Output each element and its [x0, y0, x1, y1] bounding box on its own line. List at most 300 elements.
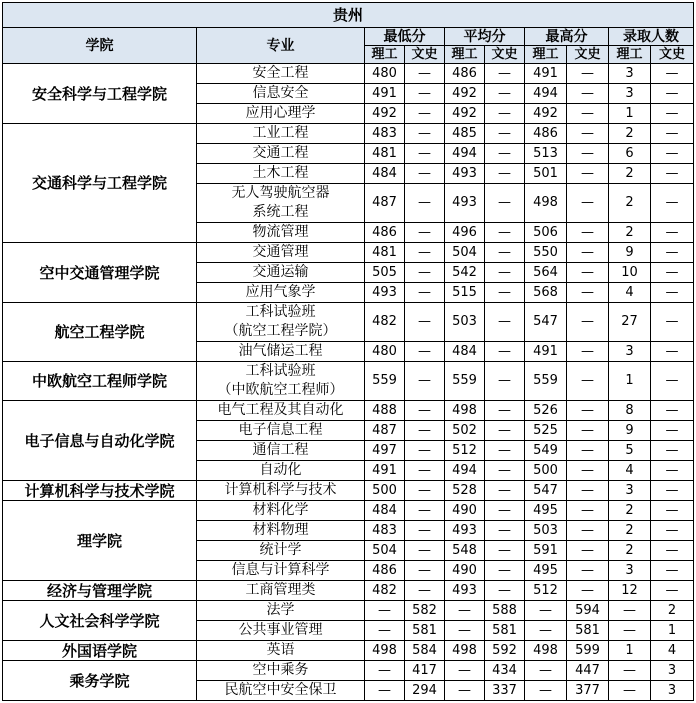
- table-row: [3, 481, 694, 501]
- avg-science-cell: 498: [445, 401, 485, 421]
- max-science-cell: 503: [525, 521, 567, 541]
- max-arts-cell: —: [567, 243, 609, 263]
- min-science-cell: 492: [365, 104, 405, 124]
- major-name: 民航空中安全保卫: [197, 681, 365, 701]
- min-science-cell: 483: [365, 124, 405, 144]
- count-science-cell: 3: [609, 64, 651, 84]
- count-arts-cell: —: [651, 263, 694, 283]
- table-row: [3, 601, 694, 621]
- avg-arts-cell: —: [485, 561, 525, 581]
- avg-science-cell: 494: [445, 144, 485, 164]
- max-science-cell: 549: [525, 441, 567, 461]
- min-arts-cell: —: [405, 104, 445, 124]
- min-arts-cell: —: [405, 342, 445, 362]
- avg-science-cell: —: [445, 621, 485, 641]
- avg-arts-cell: —: [485, 581, 525, 601]
- count-science-cell: 4: [609, 461, 651, 481]
- avg-arts-cell: —: [485, 481, 525, 501]
- max-science-cell: —: [525, 621, 567, 641]
- major-name: 通信工程: [197, 441, 365, 461]
- count-science-cell: 2: [609, 223, 651, 243]
- count-science-cell: 3: [609, 561, 651, 581]
- avg-arts-cell: —: [485, 223, 525, 243]
- max-science-cell: 559: [525, 362, 567, 401]
- avg-science-cell: 485: [445, 124, 485, 144]
- avg-arts-cell: —: [485, 243, 525, 263]
- avg-science-cell: 498: [445, 641, 485, 661]
- avg-science-cell: 528: [445, 481, 485, 501]
- count-arts-cell: —: [651, 223, 694, 243]
- count-science-cell: 9: [609, 421, 651, 441]
- college-name: 航空工程学院: [3, 303, 197, 362]
- avg-science-cell: 484: [445, 342, 485, 362]
- avg-science-cell: 515: [445, 283, 485, 303]
- avg-arts-cell: —: [485, 401, 525, 421]
- count-arts-cell: 2: [651, 601, 694, 621]
- table-row: [3, 303, 694, 342]
- college-name: 乘务学院: [3, 661, 197, 701]
- min-arts-cell: —: [405, 124, 445, 144]
- avg-science-cell: 504: [445, 243, 485, 263]
- count-science-cell: 9: [609, 243, 651, 263]
- avg-arts-cell: 588: [485, 601, 525, 621]
- count-science-cell: 12: [609, 581, 651, 601]
- min-science-cell: 559: [365, 362, 405, 401]
- college-name: 外国语学院: [3, 641, 197, 661]
- count-science-cell: 10: [609, 263, 651, 283]
- count-science-cell: 2: [609, 184, 651, 223]
- college-name: 电子信息与自动化学院: [3, 401, 197, 481]
- max-arts-cell: —: [567, 581, 609, 601]
- avg-science-cell: 559: [445, 362, 485, 401]
- major-name: 公共事业管理: [197, 621, 365, 641]
- avg-arts-cell: —: [485, 124, 525, 144]
- max-science-cell: 568: [525, 283, 567, 303]
- college-name: 中欧航空工程师学院: [3, 362, 197, 401]
- count-arts-cell: —: [651, 581, 694, 601]
- count-science-cell: 4: [609, 283, 651, 303]
- count-science-cell: 2: [609, 164, 651, 184]
- min-science-cell: —: [365, 621, 405, 641]
- max-arts-cell: —: [567, 342, 609, 362]
- major-name: 油气储运工程: [197, 342, 365, 362]
- max-arts-cell: 447: [567, 661, 609, 681]
- count-science-cell: 2: [609, 521, 651, 541]
- college-name: 理学院: [3, 501, 197, 581]
- table-row: [3, 641, 694, 661]
- max-arts-cell: —: [567, 184, 609, 223]
- major-name: 工商管理类: [197, 581, 365, 601]
- count-arts-cell: —: [651, 461, 694, 481]
- min-arts-cell: —: [405, 561, 445, 581]
- max-science-cell: 494: [525, 84, 567, 104]
- avg-arts-cell: —: [485, 362, 525, 401]
- min-science-cell: 491: [365, 461, 405, 481]
- count-arts-cell: —: [651, 401, 694, 421]
- count-arts-cell: —: [651, 342, 694, 362]
- avg-arts-cell: 434: [485, 661, 525, 681]
- min-arts-cell: —: [405, 64, 445, 84]
- max-arts-cell: 581: [567, 621, 609, 641]
- max-science-cell: 486: [525, 124, 567, 144]
- max-science-cell: —: [525, 661, 567, 681]
- avg-science-cell: 493: [445, 581, 485, 601]
- min-arts-cell: —: [405, 541, 445, 561]
- max-arts-cell: —: [567, 263, 609, 283]
- min-arts-cell: —: [405, 401, 445, 421]
- max-science-cell: 506: [525, 223, 567, 243]
- avg-science-cell: 512: [445, 441, 485, 461]
- min-science-cell: 482: [365, 303, 405, 342]
- max-score-header: 最高分: [525, 28, 609, 46]
- avg-arts-cell: —: [485, 84, 525, 104]
- max-arts-cell: 377: [567, 681, 609, 701]
- major-name: 空中乘务: [197, 661, 365, 681]
- table-title: 贵州: [3, 3, 694, 28]
- count-arts-cell: —: [651, 561, 694, 581]
- count-arts-cell: —: [651, 84, 694, 104]
- count-science-cell: 2: [609, 501, 651, 521]
- avg-arts-cell: —: [485, 144, 525, 164]
- min-arts-cell: —: [405, 184, 445, 223]
- major-name: 材料化学: [197, 501, 365, 521]
- major-name: 工科试验班 （航空工程学院）: [197, 303, 365, 342]
- avg-arts-cell: 337: [485, 681, 525, 701]
- max-arts-cell: —: [567, 461, 609, 481]
- max-arts-cell: —: [567, 303, 609, 342]
- min-score-header: 最低分: [365, 28, 445, 46]
- min-arts-cell: —: [405, 421, 445, 441]
- max-science-cell: 564: [525, 263, 567, 283]
- min-arts-cell: —: [405, 164, 445, 184]
- avg-arts-cell: —: [485, 441, 525, 461]
- max-arts-cell: —: [567, 401, 609, 421]
- table-row: [3, 501, 694, 521]
- min-arts-cell: —: [405, 441, 445, 461]
- max-arts-cell: —: [567, 124, 609, 144]
- avg-score-header: 平均分: [445, 28, 525, 46]
- sub-header-arts: 文史: [567, 46, 609, 64]
- min-science-cell: 497: [365, 441, 405, 461]
- table-row: [3, 362, 694, 401]
- count-science-cell: 27: [609, 303, 651, 342]
- avg-arts-cell: —: [485, 164, 525, 184]
- count-arts-cell: —: [651, 124, 694, 144]
- min-science-cell: 486: [365, 223, 405, 243]
- avg-arts-cell: 592: [485, 641, 525, 661]
- max-science-cell: 501: [525, 164, 567, 184]
- max-science-cell: 591: [525, 541, 567, 561]
- max-arts-cell: —: [567, 521, 609, 541]
- max-arts-cell: —: [567, 441, 609, 461]
- count-arts-cell: —: [651, 362, 694, 401]
- avg-science-cell: —: [445, 601, 485, 621]
- sub-header-science: 理工: [609, 46, 651, 64]
- avg-science-cell: —: [445, 661, 485, 681]
- major-name: 自动化: [197, 461, 365, 481]
- count-arts-cell: —: [651, 481, 694, 501]
- table-row: [3, 661, 694, 681]
- max-science-cell: 491: [525, 64, 567, 84]
- min-science-cell: 480: [365, 64, 405, 84]
- avg-arts-cell: —: [485, 501, 525, 521]
- avg-science-cell: 493: [445, 521, 485, 541]
- count-science-cell: —: [609, 601, 651, 621]
- count-science-cell: 8: [609, 401, 651, 421]
- count-science-cell: 6: [609, 144, 651, 164]
- max-arts-cell: —: [567, 421, 609, 441]
- count-science-cell: 3: [609, 342, 651, 362]
- min-arts-cell: —: [405, 521, 445, 541]
- count-arts-cell: —: [651, 521, 694, 541]
- major-name: 信息安全: [197, 84, 365, 104]
- avg-science-cell: 494: [445, 461, 485, 481]
- max-arts-cell: —: [567, 84, 609, 104]
- max-science-cell: 550: [525, 243, 567, 263]
- max-arts-cell: —: [567, 501, 609, 521]
- major-name: 应用气象学: [197, 283, 365, 303]
- avg-science-cell: 486: [445, 64, 485, 84]
- avg-arts-cell: —: [485, 263, 525, 283]
- min-science-cell: 481: [365, 144, 405, 164]
- min-arts-cell: 584: [405, 641, 445, 661]
- max-arts-cell: —: [567, 561, 609, 581]
- max-science-cell: 547: [525, 481, 567, 501]
- min-science-cell: 498: [365, 641, 405, 661]
- max-science-cell: 547: [525, 303, 567, 342]
- count-science-cell: 1: [609, 641, 651, 661]
- min-arts-cell: 294: [405, 681, 445, 701]
- max-science-cell: 512: [525, 581, 567, 601]
- min-arts-cell: —: [405, 501, 445, 521]
- college-name: 交通科学与工程学院: [3, 124, 197, 243]
- major-name: 工科试验班 （中欧航空工程师）: [197, 362, 365, 401]
- max-science-cell: 525: [525, 421, 567, 441]
- count-arts-cell: —: [651, 283, 694, 303]
- avg-science-cell: 502: [445, 421, 485, 441]
- count-arts-cell: 3: [651, 661, 694, 681]
- major-name: 交通管理: [197, 243, 365, 263]
- sub-header-arts: 文史: [405, 46, 445, 64]
- min-science-cell: —: [365, 661, 405, 681]
- admitted-count-header: 录取人数: [609, 28, 694, 46]
- major-name: 物流管理: [197, 223, 365, 243]
- min-science-cell: 491: [365, 84, 405, 104]
- table-body: [3, 64, 694, 701]
- avg-science-cell: 493: [445, 184, 485, 223]
- count-science-cell: —: [609, 681, 651, 701]
- major-name: 法学: [197, 601, 365, 621]
- count-arts-cell: —: [651, 441, 694, 461]
- major-header: 专业: [197, 28, 365, 64]
- count-arts-cell: —: [651, 541, 694, 561]
- major-name: 英语: [197, 641, 365, 661]
- avg-science-cell: 492: [445, 104, 485, 124]
- max-science-cell: 495: [525, 501, 567, 521]
- college-header: 学院: [3, 28, 197, 64]
- table-row: [3, 401, 694, 421]
- avg-arts-cell: —: [485, 521, 525, 541]
- avg-arts-cell: —: [485, 184, 525, 223]
- sub-header-science: 理工: [525, 46, 567, 64]
- min-arts-cell: 582: [405, 601, 445, 621]
- avg-science-cell: —: [445, 681, 485, 701]
- count-science-cell: 5: [609, 441, 651, 461]
- max-arts-cell: —: [567, 481, 609, 501]
- admission-score-table: [2, 2, 694, 701]
- college-name: 经济与管理学院: [3, 581, 197, 601]
- max-science-cell: 526: [525, 401, 567, 421]
- count-arts-cell: —: [651, 243, 694, 263]
- min-science-cell: 484: [365, 501, 405, 521]
- max-science-cell: 500: [525, 461, 567, 481]
- count-arts-cell: —: [651, 164, 694, 184]
- max-science-cell: —: [525, 601, 567, 621]
- min-science-cell: 481: [365, 243, 405, 263]
- avg-arts-cell: —: [485, 421, 525, 441]
- count-science-cell: 3: [609, 84, 651, 104]
- avg-arts-cell: —: [485, 303, 525, 342]
- major-name: 交通工程: [197, 144, 365, 164]
- max-arts-cell: —: [567, 64, 609, 84]
- avg-science-cell: 503: [445, 303, 485, 342]
- max-science-cell: 491: [525, 342, 567, 362]
- min-arts-cell: —: [405, 263, 445, 283]
- table-row: [3, 124, 694, 144]
- count-arts-cell: —: [651, 64, 694, 84]
- min-science-cell: 500: [365, 481, 405, 501]
- count-arts-cell: —: [651, 501, 694, 521]
- min-arts-cell: —: [405, 461, 445, 481]
- avg-arts-cell: —: [485, 461, 525, 481]
- min-arts-cell: —: [405, 84, 445, 104]
- major-name: 无人驾驶航空器 系统工程: [197, 184, 365, 223]
- max-science-cell: 498: [525, 184, 567, 223]
- admission-table-container: [2, 2, 693, 700]
- avg-arts-cell: —: [485, 342, 525, 362]
- max-arts-cell: —: [567, 104, 609, 124]
- max-arts-cell: —: [567, 164, 609, 184]
- max-arts-cell: —: [567, 362, 609, 401]
- count-arts-cell: 3: [651, 681, 694, 701]
- count-arts-cell: —: [651, 421, 694, 441]
- table-row: [3, 64, 694, 84]
- count-arts-cell: —: [651, 144, 694, 164]
- min-arts-cell: —: [405, 243, 445, 263]
- min-arts-cell: —: [405, 144, 445, 164]
- min-science-cell: 505: [365, 263, 405, 283]
- min-science-cell: 484: [365, 164, 405, 184]
- sub-header-arts: 文史: [651, 46, 694, 64]
- max-science-cell: 513: [525, 144, 567, 164]
- major-name: 电气工程及其自动化: [197, 401, 365, 421]
- min-science-cell: 483: [365, 521, 405, 541]
- min-science-cell: —: [365, 681, 405, 701]
- avg-arts-cell: —: [485, 104, 525, 124]
- min-science-cell: —: [365, 601, 405, 621]
- min-science-cell: 486: [365, 561, 405, 581]
- min-arts-cell: —: [405, 362, 445, 401]
- major-name: 工业工程: [197, 124, 365, 144]
- min-science-cell: 493: [365, 283, 405, 303]
- avg-arts-cell: 581: [485, 621, 525, 641]
- min-science-cell: 504: [365, 541, 405, 561]
- table-row: [3, 581, 694, 601]
- min-arts-cell: —: [405, 303, 445, 342]
- min-arts-cell: —: [405, 581, 445, 601]
- avg-arts-cell: —: [485, 283, 525, 303]
- max-science-cell: 492: [525, 104, 567, 124]
- min-arts-cell: —: [405, 223, 445, 243]
- avg-science-cell: 496: [445, 223, 485, 243]
- min-science-cell: 488: [365, 401, 405, 421]
- max-arts-cell: —: [567, 541, 609, 561]
- college-name: 计算机科学与技术学院: [3, 481, 197, 501]
- major-name: 电子信息工程: [197, 421, 365, 441]
- major-name: 交通运输: [197, 263, 365, 283]
- avg-science-cell: 493: [445, 164, 485, 184]
- min-arts-cell: —: [405, 283, 445, 303]
- count-arts-cell: 4: [651, 641, 694, 661]
- sub-header-science: 理工: [445, 46, 485, 64]
- count-science-cell: 1: [609, 362, 651, 401]
- min-science-cell: 482: [365, 581, 405, 601]
- count-science-cell: 2: [609, 124, 651, 144]
- major-name: 材料物理: [197, 521, 365, 541]
- max-science-cell: 498: [525, 641, 567, 661]
- avg-science-cell: 490: [445, 501, 485, 521]
- college-name: 安全科学与工程学院: [3, 64, 197, 124]
- count-science-cell: 3: [609, 481, 651, 501]
- count-arts-cell: —: [651, 303, 694, 342]
- max-arts-cell: —: [567, 144, 609, 164]
- min-arts-cell: 417: [405, 661, 445, 681]
- major-name: 安全工程: [197, 64, 365, 84]
- major-name: 统计学: [197, 541, 365, 561]
- avg-arts-cell: —: [485, 541, 525, 561]
- college-name: 空中交通管理学院: [3, 243, 197, 303]
- min-science-cell: 480: [365, 342, 405, 362]
- avg-science-cell: 542: [445, 263, 485, 283]
- avg-science-cell: 548: [445, 541, 485, 561]
- count-arts-cell: —: [651, 184, 694, 223]
- count-arts-cell: 1: [651, 621, 694, 641]
- count-science-cell: —: [609, 621, 651, 641]
- sub-header-science: 理工: [365, 46, 405, 64]
- max-arts-cell: —: [567, 283, 609, 303]
- min-arts-cell: —: [405, 481, 445, 501]
- max-science-cell: —: [525, 681, 567, 701]
- major-name: 土木工程: [197, 164, 365, 184]
- table-row: [3, 243, 694, 263]
- avg-arts-cell: —: [485, 64, 525, 84]
- sub-header-arts: 文史: [485, 46, 525, 64]
- min-arts-cell: 581: [405, 621, 445, 641]
- major-name: 应用心理学: [197, 104, 365, 124]
- count-arts-cell: —: [651, 104, 694, 124]
- count-science-cell: 2: [609, 541, 651, 561]
- max-science-cell: 495: [525, 561, 567, 581]
- avg-science-cell: 490: [445, 561, 485, 581]
- max-arts-cell: 599: [567, 641, 609, 661]
- major-name: 信息与计算科学: [197, 561, 365, 581]
- max-arts-cell: —: [567, 223, 609, 243]
- major-name: 计算机科学与技术: [197, 481, 365, 501]
- min-science-cell: 487: [365, 421, 405, 441]
- count-science-cell: —: [609, 661, 651, 681]
- avg-science-cell: 492: [445, 84, 485, 104]
- college-name: 人文社会科学学院: [3, 601, 197, 641]
